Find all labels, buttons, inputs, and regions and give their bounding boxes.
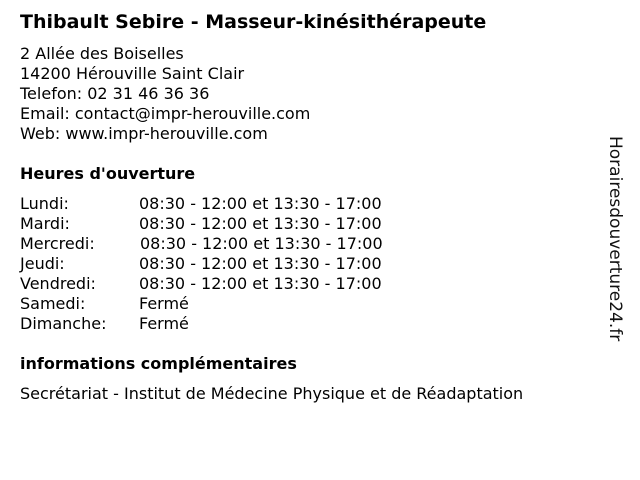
time-value: Fermé (139, 294, 189, 313)
day-label: Mardi: (20, 214, 70, 233)
additional-info-text: Secrétariat - Institut de Médecine Physique et de Réadaptation (20, 384, 524, 403)
day-label: Samedi: (20, 294, 86, 313)
website-address: Web: www.impr-herouville.com (20, 124, 268, 143)
day-label: Dimanche: (20, 314, 107, 333)
address-city: 14200 Hérouville Saint Clair (20, 64, 245, 83)
day-label: Jeudi: (20, 254, 65, 273)
address-street: 2 Allée des Boiselles (20, 44, 184, 63)
time-value: 08:30 - 12:00 et 13:30 - 17:00 (139, 254, 382, 273)
day-label: Lundi: (20, 194, 69, 213)
time-value: 08:30 - 12:00 et 13:30 - 17:00 (139, 274, 382, 293)
site-watermark: Horairesdouverture24.fr (605, 136, 625, 342)
email-address: Email: contact@impr-herouville.com (20, 104, 311, 123)
contact-block (20, 44, 310, 144)
day-label: Vendredi: (20, 274, 96, 293)
day-label: Mercredi: (20, 234, 95, 253)
time-value: 08:30 - 12:00 et 13:30 - 17:00 (139, 194, 382, 213)
time-value: Fermé (139, 314, 189, 333)
page-title: Thibault Sebire - Masseur-kinésithérapeute (20, 11, 487, 33)
time-value: 08:30 - 12:00 et 13:30 - 17:00 (140, 234, 383, 253)
time-value: 08:30 - 12:00 et 13:30 - 17:00 (139, 214, 382, 233)
additional-info-heading: informations complémentaires (20, 354, 297, 373)
phone-number: Telefon: 02 31 46 36 36 (20, 84, 210, 103)
opening-hours-heading: Heures d'ouverture (20, 164, 196, 183)
